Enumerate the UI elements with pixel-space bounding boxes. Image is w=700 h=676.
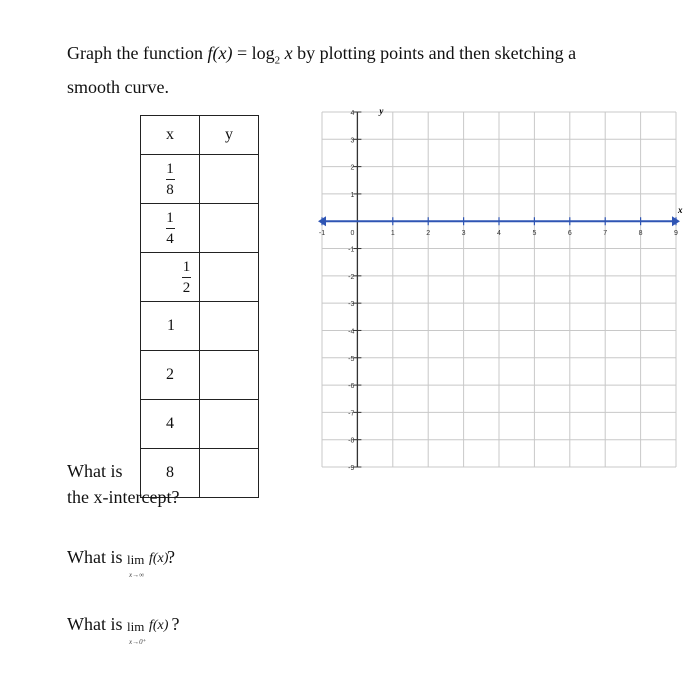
- log-arg: x: [284, 43, 293, 63]
- q3-suffix: ?: [171, 614, 180, 634]
- x-tick-label: 7: [603, 230, 608, 238]
- y-tick-label: 1: [350, 191, 355, 199]
- equals-sign: =: [236, 43, 248, 63]
- y-tick-label: 4: [350, 110, 355, 117]
- numerator: 1: [182, 258, 191, 275]
- prompt-line2: smooth curve.: [67, 76, 169, 97]
- denominator: 2: [182, 279, 191, 296]
- y-tick-label: -7: [348, 410, 355, 418]
- q1-line2: the x-intercept?: [67, 487, 180, 507]
- y-tick-label: -3: [348, 301, 355, 309]
- lim-word: lim: [127, 618, 145, 634]
- x-tick-label: 3: [461, 230, 466, 238]
- prompt-lead: Graph the function: [67, 43, 203, 63]
- lim-sub: x→∞: [129, 570, 145, 579]
- y-tick-label: -6: [348, 383, 355, 391]
- y-tick-label: 2: [350, 164, 355, 172]
- x-tick-label: -1: [318, 230, 326, 238]
- y-tick-label: -5: [348, 355, 355, 363]
- q3-prefix: What is: [67, 614, 123, 634]
- lim-fx: f(x): [149, 550, 169, 566]
- log-base: 2: [274, 54, 281, 67]
- x-cell: 1: [141, 302, 200, 351]
- y-tick-label: -1: [348, 246, 355, 254]
- q1-line1: What is: [67, 461, 123, 481]
- y-tick-label: -2: [348, 273, 355, 281]
- x-cell: 4: [141, 400, 200, 449]
- x-tick-label: 6: [567, 230, 572, 238]
- x-cell: 2: [141, 351, 200, 400]
- denominator: 4: [166, 230, 174, 247]
- y-axis-label: y: [379, 106, 384, 116]
- y-tick-label: -4: [348, 328, 355, 336]
- y-tick-label: 3: [350, 137, 355, 145]
- x-tick-label: 4: [497, 230, 501, 238]
- log-word: log: [251, 43, 275, 63]
- x-tick-label: 5: [532, 230, 537, 238]
- x-tick-label: 8: [638, 230, 643, 238]
- y-tick-label: -8: [348, 437, 355, 445]
- q2-suffix: ?: [167, 547, 175, 567]
- y-tick-label: -9: [348, 465, 355, 472]
- x-tick-label: 9: [674, 230, 678, 238]
- numerator: 1: [166, 209, 174, 226]
- function-name: f: [207, 43, 213, 63]
- x-axis-label: x: [678, 205, 683, 216]
- x-tick-label: 0: [350, 230, 355, 238]
- header-x: x: [141, 116, 200, 155]
- lim-fx: f(x): [149, 617, 169, 633]
- numerator: 1: [166, 160, 174, 177]
- prompt-tail: by plotting points and then sketching a: [297, 43, 577, 63]
- x-tick-label: 1: [390, 230, 395, 238]
- x-tick-label: 2: [426, 230, 431, 238]
- denominator: 8: [166, 181, 174, 198]
- lim-sub: x→0⁺: [129, 637, 147, 646]
- q2-prefix: What is: [67, 547, 123, 567]
- x-cell: 8: [141, 449, 200, 498]
- header-y: y: [200, 116, 259, 155]
- function-arg: (x): [212, 43, 233, 63]
- lim-word: lim: [127, 551, 145, 567]
